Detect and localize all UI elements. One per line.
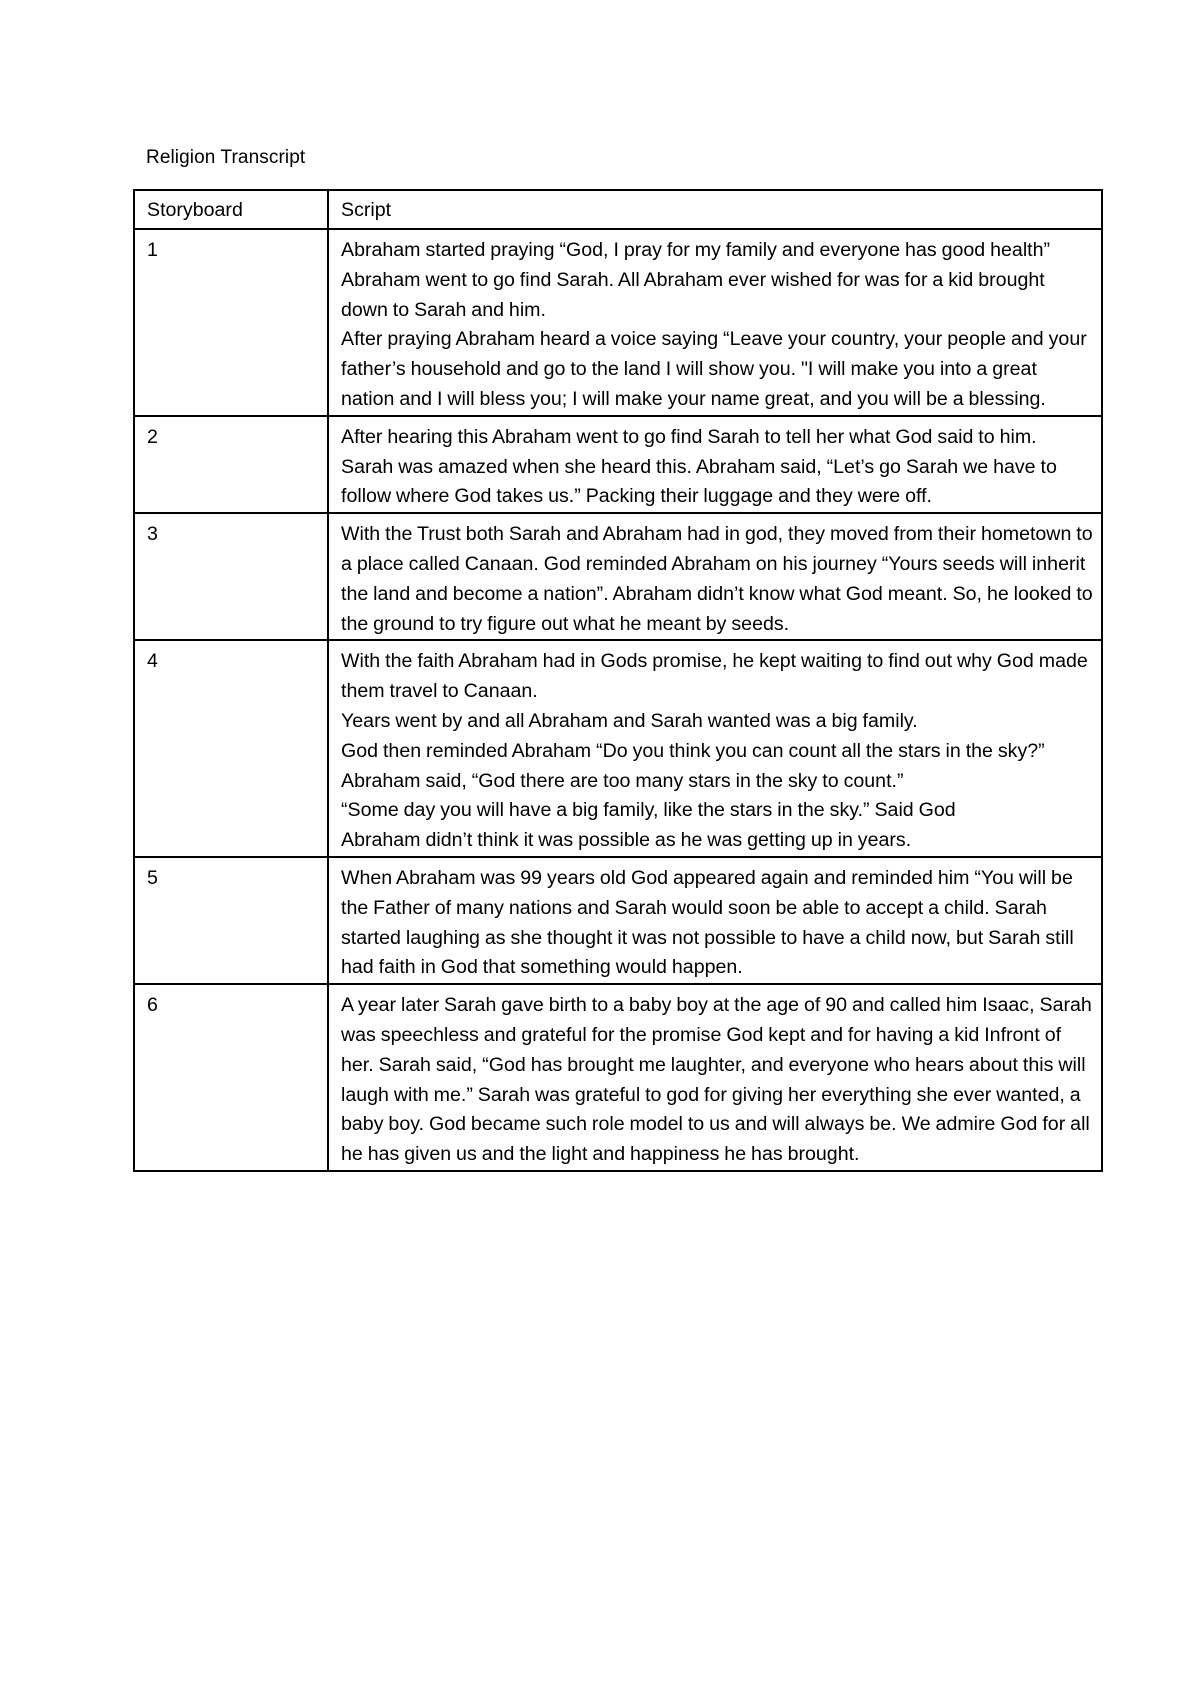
script-paragraph: “Some day you will have a big family, like the stars in the sky.” Said God [341,799,956,822]
script-paragraph: Abraham didn’t think it was possible as he was getting up in years. [341,829,912,852]
table-row [134,640,1102,857]
table-row [134,229,1102,416]
script-paragraph: Abraham went to go find Sarah. All Abraham ever wished for was for a kid brought down to Sarah and him. [341,268,1045,321]
script-cell [328,984,1102,1171]
table-row [134,513,1102,640]
script-paragraph: When Abraham was 99 years old God appeared again and reminded him “You will be the Father of many nations and Sarah would soon be able to accept a child. Sarah started laughing as she thought it was not possible to have a child now, but Sarah still had faith in God that something would happen. [341,866,1074,979]
storyboard-number: 2 [134,416,328,513]
script-paragraph: Abraham started praying “God, I pray for my family and everyone has good health” [341,239,1051,261]
table-header-row [134,190,1102,229]
table-row [134,416,1102,513]
storyboard-number: 1 [134,229,328,416]
script-column-header: Script [328,190,1102,229]
script-cell [328,640,1102,857]
storyboard-number: 6 [134,984,328,1171]
storyboard-number: 5 [134,857,328,984]
script-cell [328,513,1102,640]
script-paragraph: After praying Abraham heard a voice saying “Leave your country, your people and your father’s household and go to the land I will show you. "I will make you into a great nation and I will bless you; I will make your name great, and you will be a blessing. [341,328,1087,410]
script-paragraph: After hearing this Abraham went to go find Sarah to tell her what God said to him. Sarah was amazed when she heard this. Abraham said, “Let’s go Sarah we have to follow where God takes us.” Packing their luggage and they were off. [341,425,1057,508]
storyboard-number: 3 [134,513,328,640]
script-cell [328,416,1102,513]
table-row [134,857,1102,984]
script-paragraph: With the Trust both Sarah and Abraham had in god, they moved from their hometown to a place called Canaan. God reminded Abraham on his journey “Yours seeds will inherit the land and become a nation”. Abraham didn’t know what God meant. So, he looked to the ground to try figure out what he meant by seeds. [341,523,1093,635]
storyboard-number: 4 [134,640,328,857]
script-cell [328,229,1102,416]
script-paragraph: Years went by and all Abraham and Sarah wanted was a big family. [341,709,918,732]
script-cell [328,857,1102,984]
script-paragraph: A year later Sarah gave birth to a baby boy at the age of 90 and called him Isaac, Sarah was speechless and grateful for the promise God kept and for having a kid Infront of her. Sarah said, “God has brought me laughter, and everyone who hears about this will laugh with me.” Sarah was grateful to god for giving her everything she ever wanted, a baby boy. God became such role model to us and will always be. We admire God for all he has given us and the light and happiness he has brought. [341,994,1092,1166]
storyboard-column-header: Storyboard [134,190,328,229]
script-paragraph: With the faith Abraham had in Gods promise, he kept waiting to find out why God made them travel to Canaan. [341,650,1088,703]
transcript-table [133,189,1103,1172]
table-row [134,984,1102,1171]
page-title: Religion Transcript [146,147,306,168]
script-paragraph: God then reminded Abraham “Do you think you can count all the stars in the sky?” [341,739,1045,762]
script-paragraph: Abraham said, “God there are too many stars in the sky to count.” [341,769,904,792]
